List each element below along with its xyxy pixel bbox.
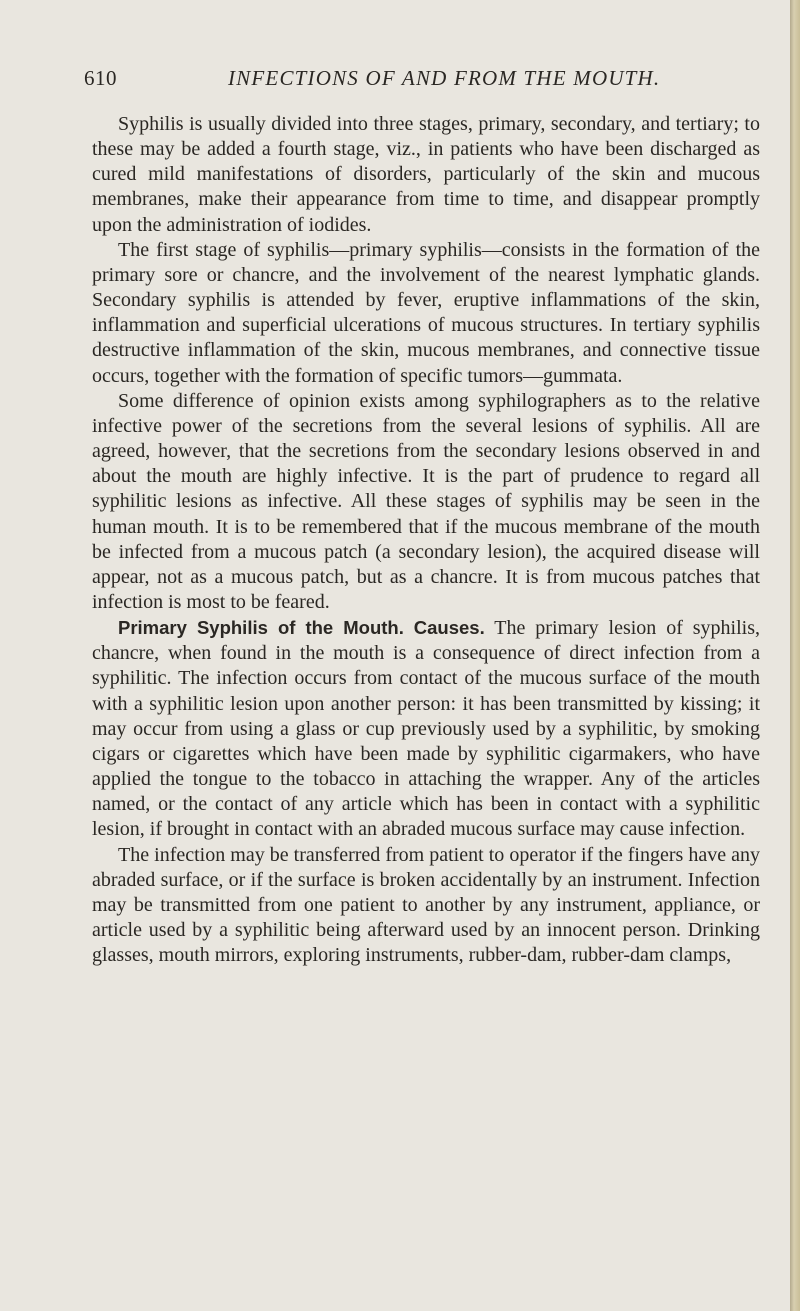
paragraph-text: Some difference of opinion exists among syphilographers as to the relative infective power of the secretions from the several lesions of syphilis. All are agreed, however, that the secretions from the secondary lesions observed in and about the mouth are highly infective. It is the part of prudence to regard all syphilitic lesions as infective. All these stages of syphilis may be seen in the human mouth. It is to be remembered that if the mucous membrane of the mouth be infected from a mucous patch (a secondary lesion), the acquired disease will appear, not as a mucous patch, but as a chancre. It is from mucous patches that infection is most to be feared. — [92, 389, 760, 613]
page-edge — [790, 0, 800, 1311]
paragraph-text: The first stage of syphilis—primary syphilis—consists in the formation of the primary sore or chancre, and the involvement of the nearest lymphatic glands. Secondary syphilis is attended by fever, eruptive inflammations of the skin, inflammation and superficial ulcerations of mucous structures. In tertiary syphilis destructive inflammation of the skin, mucous membranes, and connective tissue occurs, together with the formation of specific tumors—gummata. — [92, 238, 760, 387]
paragraph-infective-power — [92, 389, 760, 615]
paragraph-first-stage — [92, 238, 760, 389]
running-title: INFECTIONS OF AND FROM THE MOUTH. — [228, 66, 661, 90]
page-header — [0, 66, 790, 96]
paragraph-primary-syphilis — [92, 615, 760, 842]
page-number: 610 — [84, 66, 117, 90]
subsection-heading: Causes. — [413, 617, 485, 639]
section-heading: Primary Syphilis of the Mouth. — [118, 617, 404, 639]
paragraph-stages — [92, 112, 760, 238]
paragraph-text: Syphilis is usually divided into three stages, primary, secondary, and tertiary; to these may be added a fourth stage, viz., in patients who have been discharged as cured mild manifestations of disorders, particularly of the skin and mucous membranes, make their appearance from time to time, and disappear promptly upon the administration of iodides. — [92, 113, 760, 236]
body-text — [92, 112, 760, 968]
paragraph-text: The primary lesion of syphilis, chancre, when found in the mouth is a consequence of direct infection from a syphilitic. The infection occurs from contact of the mucous surface of the mouth with a syphilitic lesion upon another person: it has been transmitted by kissing; it may occur from using a glass or cup previously used by a syphilitic, by smoking cigars or cigarettes which have been made by syphilitic cigarmakers, who have applied the tongue to the tobacco in attaching the wrapper. Any of the articles named, or the contact of any article which has been in contact with a syphilitic lesion, if brought in contact with an abraded mucous surface may cause infection. — [92, 617, 761, 841]
paragraph-transfer — [92, 843, 760, 969]
paragraph-text: The infection may be transferred from patient to operator if the fingers have any abraded surface, or if the surface is broken accidentally by an instrument. Infection may be transmitted from one patient to another by any instrument, appliance, or article used by a syphilitic being afterward used by an innocent person. Drinking glasses, mouth mirrors, exploring instruments, rubber-dam, rubber-dam clamps, — [92, 843, 760, 967]
